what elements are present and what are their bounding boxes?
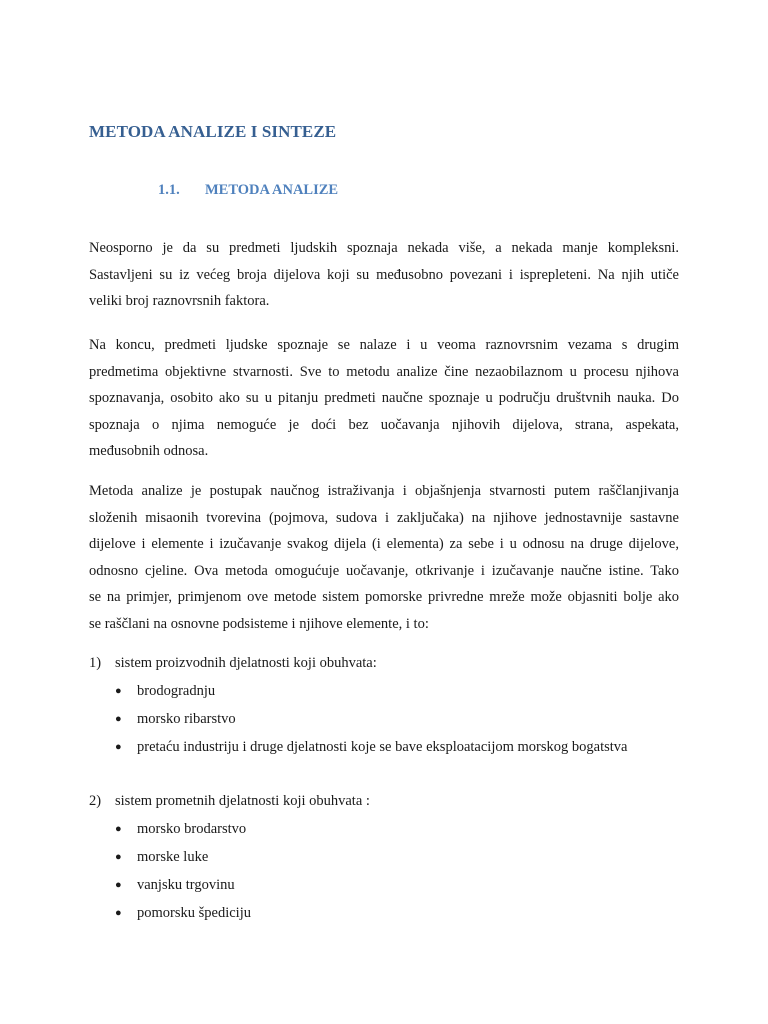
list-item (115, 905, 251, 922)
list-title: sistem prometnih djelatnosti koji obuhvata : (115, 793, 370, 809)
section-title: METODA ANALIZE (205, 182, 339, 198)
section-heading (158, 182, 338, 199)
list-heading (89, 655, 377, 672)
list-item-text: brodogradnju (137, 683, 216, 699)
list-item (115, 849, 208, 866)
list-item-text: pomorsku špediciju (137, 905, 251, 921)
paragraph-1 (89, 235, 679, 315)
paragraph-line: predmetima objektivne stvarnosti. Sve to metodu analize čine nezaobilaznom u procesu njihova (89, 363, 679, 380)
paragraph-line: se na primjer, primjenom ove metode sistem pomorske privredne mreže može objasniti bolje ako (89, 589, 679, 605)
paragraph-line: složenih misaonih tvorevina (pojmova, sudova i zaključaka) na njihove jednostavnije sastavne (89, 509, 679, 526)
chapter-heading: METODA ANALIZE I SINTEZE (89, 122, 337, 141)
list-item-text: morsko ribarstvo (137, 711, 236, 727)
list-item-text: pretaću industriju i druge djelatnosti koje se bave eksploatacijom morskog bogatstva (137, 739, 628, 755)
bullet-icon: ● (115, 740, 122, 753)
paragraph-line: Sastavljeni su iz većeg broja dijelova koji su međusobno povezani i isprepleteni. Na njih utiče (89, 266, 679, 283)
list-item (115, 877, 235, 894)
list-number: 2) (89, 793, 102, 809)
list-item-text: vanjsku trgovinu (137, 877, 235, 893)
list-item-text: morske luke (137, 849, 209, 865)
bullet-icon: ● (115, 684, 122, 697)
bullet-icon: ● (115, 878, 122, 891)
bullet-icon: ● (115, 906, 122, 919)
list-item-text: morsko brodarstvo (137, 821, 247, 837)
list-item (115, 683, 215, 700)
paragraph-line: spoznavanja, osobito ako su u pitanju predmeti naučne spoznaje u području društvnih nauka. Do (89, 390, 679, 406)
paragraph-line: spoznaja o njima nemoguće je doći bez uočavanja njihovih dijelova, strana, aspekata, (89, 416, 679, 433)
paragraph-line: dijelove i elemente i izučavanje svakog dijela (i elementa) za sebe i u odnosu na druge dijelove, (89, 536, 679, 552)
list-item (115, 739, 627, 756)
list-heading (89, 793, 370, 810)
paragraph-line: međusobnih odnosa. (89, 443, 209, 459)
section-number: 1.1. (158, 182, 180, 198)
bullet-icon: ● (115, 850, 122, 863)
list-item (115, 821, 246, 838)
paragraph-line: Na koncu, predmeti ljudske spoznaje se nalaze i u veoma raznovrsnim vezama s drugim (89, 337, 679, 353)
list-title: sistem proizvodnih djelatnosti koji obuhvata: (115, 655, 377, 671)
paragraph-line: se raščlani na osnovne podsisteme i njihove elemente, i to: (89, 615, 429, 632)
paragraph-line: veliki broj raznovrsnih faktora. (89, 293, 270, 309)
list-number: 1) (89, 655, 102, 671)
paragraph-line: Metoda analize je postupak naučnog istraživanja i objašnjenja stvarnosti putem raščlanjivanja (89, 483, 679, 499)
bullet-icon: ● (115, 822, 122, 835)
paragraph-3 (89, 478, 679, 637)
list-item (115, 711, 236, 728)
paragraph-line: odnosno cjeline. Ova metoda omogućuje uočavanje, otkrivanje i izučavanje naučne istine. Tako (89, 562, 679, 579)
bullet-icon: ● (115, 712, 122, 725)
paragraph-line: Neosporno je da su predmeti ljudskih spoznaja nekada više, a nekada manje kompleksni. (89, 240, 679, 256)
paragraph-2 (89, 332, 679, 465)
